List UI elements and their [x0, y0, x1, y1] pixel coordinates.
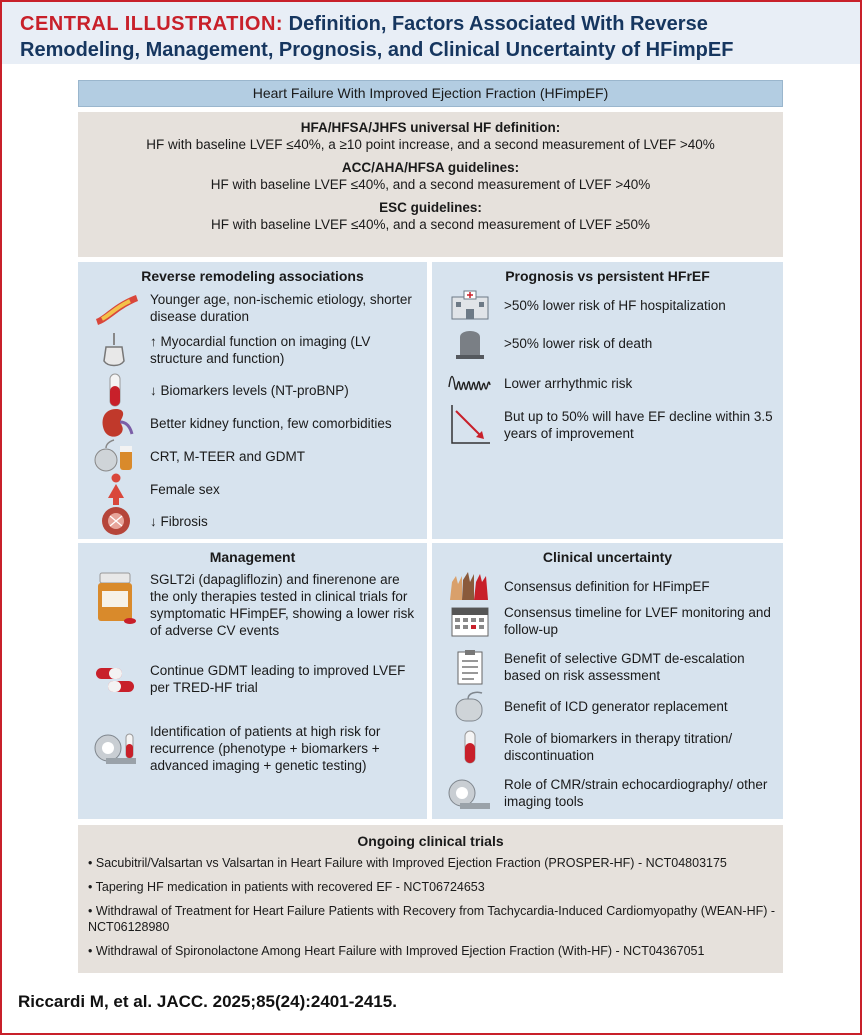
uncertainty-item — [446, 727, 780, 767]
uncertainty-item — [446, 601, 780, 641]
remodeling-text — [150, 333, 422, 367]
blood-tube-icon — [446, 729, 494, 765]
blood-tube-icon — [92, 372, 140, 408]
prognosis-text: >50% lower risk of death — [504, 335, 653, 351]
header-lead: CENTRAL ILLUSTRATION: — [20, 13, 284, 35]
prognosis-text: But up to 50% will have EF decline within 3.5 years of improvement — [504, 409, 773, 441]
remodeling-text: CRT, M-TEER and GDMT — [150, 448, 306, 464]
management-item — [92, 571, 422, 643]
uncertainty-item — [446, 647, 780, 687]
trials-title: Ongoing clinical trials — [357, 833, 504, 849]
artery-icon — [92, 289, 140, 327]
increase-arrow: ↑ — [150, 334, 157, 349]
figure-header — [2, 2, 860, 64]
pill-bottle-icon — [92, 571, 140, 627]
uncertainty-text: Benefit of selective GDMT de-escalation based on risk assessment — [504, 651, 745, 683]
ultrasound-probe-icon — [92, 331, 140, 369]
icd-device-icon — [446, 689, 494, 723]
scanner-icon — [446, 773, 494, 813]
definition-text: HF with baseline LVEF ≤40%, a ≥10 point increase, and a second measurement of LVEF >40% — [146, 137, 715, 152]
uncertainty-item — [446, 773, 780, 813]
management-title: Management — [209, 549, 296, 565]
fibrosis-icon — [92, 504, 140, 538]
remodeling-text: Better kidney function, few comorbidities — [150, 415, 392, 431]
prognosis-item — [448, 326, 778, 360]
remodeling-text — [150, 513, 208, 530]
hospital-icon — [448, 289, 492, 321]
hfimpef-title-bar: Heart Failure With Improved Ejection Fraction (HFimpEF) — [78, 80, 783, 107]
definition-text: HF with baseline LVEF ≤40%, and a second measurement of LVEF ≥50% — [210, 217, 651, 232]
definition-title: ESC guidelines: — [379, 200, 482, 215]
definition-acc-aha — [78, 159, 783, 193]
decrease-arrow: ↓ — [150, 382, 157, 398]
trial-item: • Withdrawal of Spironolactone Among Heart Failure with Improved Ejection Fraction (With-HF) - NCT04367051 — [88, 944, 705, 958]
trial-item: • Tapering HF medication in patients with recovered EF - NCT06724653 — [88, 880, 485, 894]
management-item — [92, 659, 422, 699]
uncertainty-text: Benefit of ICD generator replacement — [504, 698, 728, 714]
decline-chart-icon — [448, 403, 492, 447]
trial-text: Withdrawal of Spironolactone Among Heart Failure with Improved Ejection Fraction (With-HF) - NCT04367051 — [95, 944, 705, 958]
prognosis-panel — [432, 262, 783, 539]
remodeling-item — [92, 504, 422, 538]
remodeling-title: Reverse remodeling associations — [141, 268, 364, 284]
prognosis-title: Prognosis vs persistent HFrEF — [505, 268, 710, 284]
ecg-wave-icon — [448, 367, 492, 399]
definition-title: ACC/AHA/HFSA guidelines: — [341, 160, 520, 175]
definition-title: HFA/HFSA/JHFS universal HF definition: — [300, 120, 561, 135]
header-line2: Remodeling, Management, Prognosis, and Clinical Uncertainty of HFimpEF — [20, 39, 734, 61]
prognosis-item — [448, 366, 778, 400]
remodeling-text-body: Biomarkers levels (NT-proBNP) — [160, 382, 349, 398]
device-pill-icon — [92, 438, 140, 474]
remodeling-text: Female sex — [150, 481, 220, 497]
prognosis-item — [448, 402, 778, 448]
remodeling-item — [92, 372, 422, 408]
uncertainty-text: Consensus timeline for LVEF monitoring and follow-up — [504, 605, 771, 637]
kidney-icon — [92, 406, 140, 440]
tombstone-icon — [448, 327, 492, 359]
trial-item: • Withdrawal of Treatment for Heart Failure Patients with Recovery from Tachycardia-Induced Cardiomyopathy (WEAN-HF) - NCT06128980 — [88, 904, 776, 934]
prognosis-item — [448, 288, 778, 322]
trial-text: Tapering HF medication in patients with recovered EF - NCT06724653 — [95, 880, 485, 894]
prognosis-text: Lower arrhythmic risk — [504, 375, 633, 391]
uncertainty-text: Role of CMR/strain echocardiography/ other imaging tools — [504, 777, 768, 809]
management-item — [92, 719, 422, 777]
uncertainty-text: Consensus definition for HFimpEF — [504, 578, 710, 594]
trial-text: Sacubitril/Valsartan vs Valsartan in Heart Failure with Improved Ejection Fraction (PROSPER-HF) - NCT04803175 — [95, 856, 727, 870]
definition-text: HF with baseline LVEF ≤40%, and a second measurement of LVEF >40% — [210, 177, 651, 192]
remodeling-item — [92, 406, 422, 440]
uncertainty-text: Role of biomarkers in therapy titration/ discontinuation — [504, 731, 733, 763]
management-text: SGLT2i (dapagliflozin) and finerenone are the only therapies tested in clinical trials for symptomatic HFimpEF, showing a lower risk of adverse CV events — [150, 572, 415, 638]
remodeling-panel — [78, 262, 427, 539]
remodeling-text-body: Myocardial function on imaging (LV structure and function) — [150, 334, 371, 366]
remodeling-text-body: Fibrosis — [160, 513, 208, 529]
management-panel — [78, 543, 427, 819]
uncertainty-title: Clinical uncertainty — [542, 549, 673, 565]
female-icon — [92, 472, 140, 506]
uncertainty-item — [446, 569, 780, 603]
definitions-box — [78, 112, 783, 257]
scanner-icon — [92, 728, 140, 768]
clipboard-icon — [446, 649, 494, 685]
uncertainty-panel — [432, 543, 783, 819]
remodeling-item — [92, 330, 422, 370]
header-line1: Definition, Factors Associated With Reverse — [288, 13, 708, 35]
definition-esc — [78, 199, 783, 233]
management-text: Continue GDMT leading to improved LVEF per TRED-HF trial — [150, 663, 406, 695]
decrease-arrow: ↓ — [150, 513, 157, 529]
capsules-icon — [92, 662, 140, 696]
trial-text: Withdrawal of Treatment for Heart Failure Patients with Recovery from Tachycardia-Induced Cardiomyopathy (WEAN-HF) - NCT06128980 — [88, 904, 776, 934]
citation: Riccardi M, et al. JACC. 2025;85(24):2401-2415. — [18, 992, 397, 1011]
remodeling-text — [150, 382, 349, 399]
raised-hands-icon — [446, 570, 494, 602]
ongoing-trials-box — [78, 825, 783, 973]
remodeling-text: Younger age, non-ischemic etiology, shorter disease duration — [150, 292, 412, 324]
prognosis-text: >50% lower risk of HF hospitalization — [504, 297, 726, 313]
remodeling-item — [92, 288, 422, 328]
remodeling-item — [92, 472, 422, 506]
management-text: Identification of patients at high risk for recurrence (phenotype + biomarkers + advanced imaging + genetic testing) — [150, 723, 381, 773]
remodeling-item — [92, 438, 422, 474]
definition-universal — [78, 119, 783, 153]
calendar-icon — [446, 604, 494, 638]
uncertainty-item — [446, 689, 780, 723]
trial-item: • Sacubitril/Valsartan vs Valsartan in Heart Failure with Improved Ejection Fraction (PROSPER-HF) - NCT04803175 — [88, 856, 727, 870]
